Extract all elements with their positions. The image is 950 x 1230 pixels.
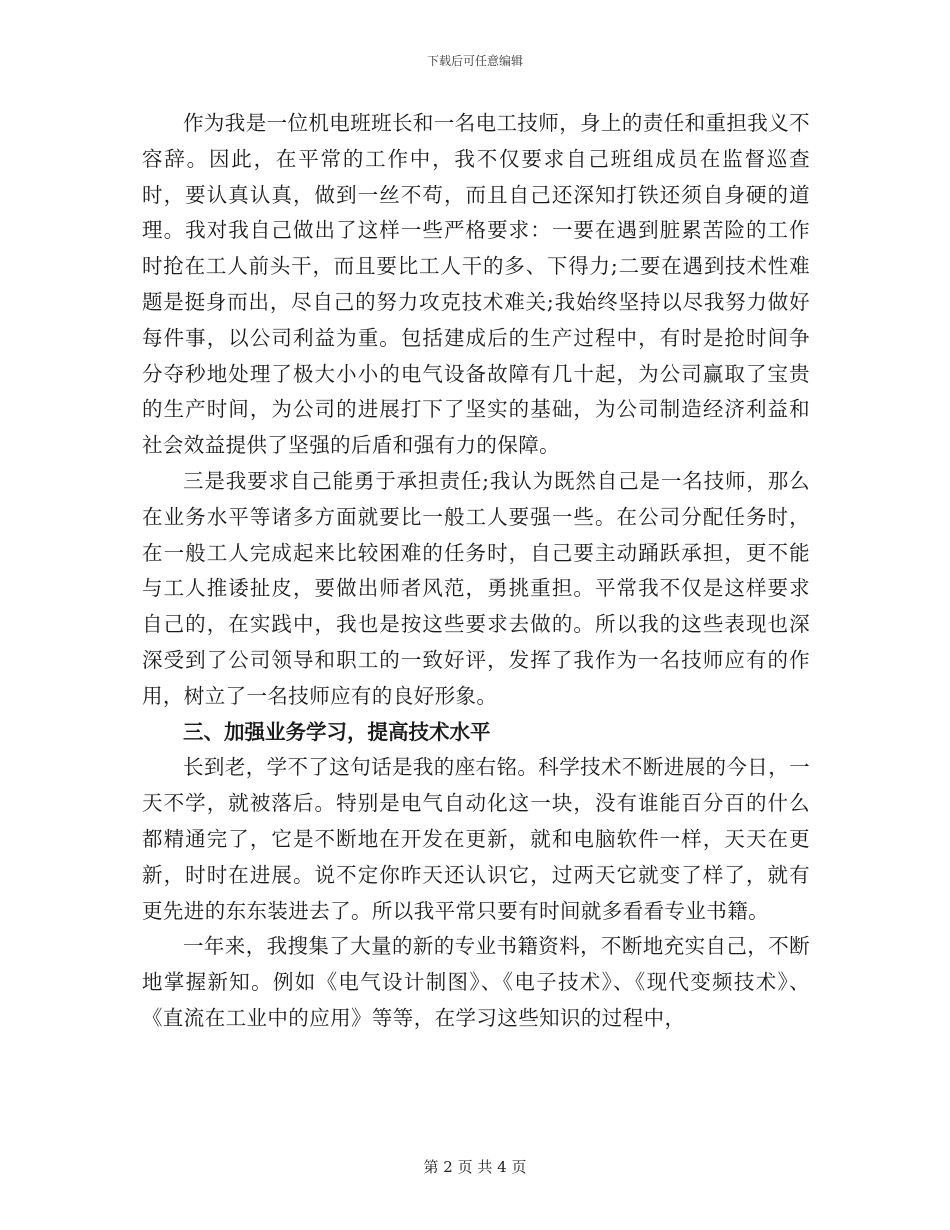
page-header: 下载后可任意编辑 [426,54,523,68]
section-heading: 三、加强业务学习，提高技术水平 [183,719,491,744]
body-paragraph: 三是我要求自己能勇于承担责任;我认为既然自己是一名技师，那么在业务水平等诸多方面就要比一般工人要强一些。在公司分配任务时，在一般工人完成起来比较困难的任务时，自己要主动踊跃承担，更不能与工人推诿扯皮，要做出师者风范，勇挑重担。平常我不仅是这样要求自己的，在实践中，我也是按这些要求去做的。所以我的这些表现也深深受到了公司领导和职工的一致好评，发挥了我作为一名技师应有的作用，树立了一名技师应有的良好形象。 [142,468,810,708]
document-body [142,106,810,1037]
body-paragraph: 一年来，我搜集了大量的新的专业书籍资料，不断地充实自己，不断地掌握新知。例如《电气设计制图》、《电子技术》、《现代变频技术》、《直流在工业中的应用》等等，在学习这些知识的过程中， [142,934,810,1030]
body-paragraph: 作为我是一位机电班班长和一名电工技师，身上的责任和重担我义不容辞。因此，在平常的工作中，我不仅要求自己班组成员在监督巡查时，要认真认真，做到一丝不苟，而且自己还深知打铁还须自身硬的道理。我对我自己做出了这样一些严格要求：一要在遇到脏累苦险的工作时抢在工人前头干，而且要比工人干的多、下得力;二要在遇到技术性难题是挺身而出，尽自己的努力攻克技术难关;我始终坚持以尽我努力做好每件事，以公司利益为重。包括建成后的生产过程中，有时是抢时间争分夺秒地处理了极大小小的电气设备故障有几十起，为公司赢取了宝贵的生产时间，为公司的进展打下了坚实的基础，为公司制造经济利益和社会效益提供了坚强的后盾和强有力的保障。 [142,111,810,458]
body-paragraph: 长到老，学不了这句话是我的座右铭。科学技术不断进展的今日，一天不学，就被落后。特别是电气自动化这一块，没有谁能百分百的什么都精通完了，它是不断地在开发在更新，就和电脑软件一样，天天在更新，时时在进展。说不定你昨天还认识它，过两天它就变了样了，就有更先进的东东装进去了。所以我平常只要有时间就多看看专业书籍。 [142,755,810,923]
page-number-footer: 第 2 页 共 4 页 [423,1158,527,1176]
